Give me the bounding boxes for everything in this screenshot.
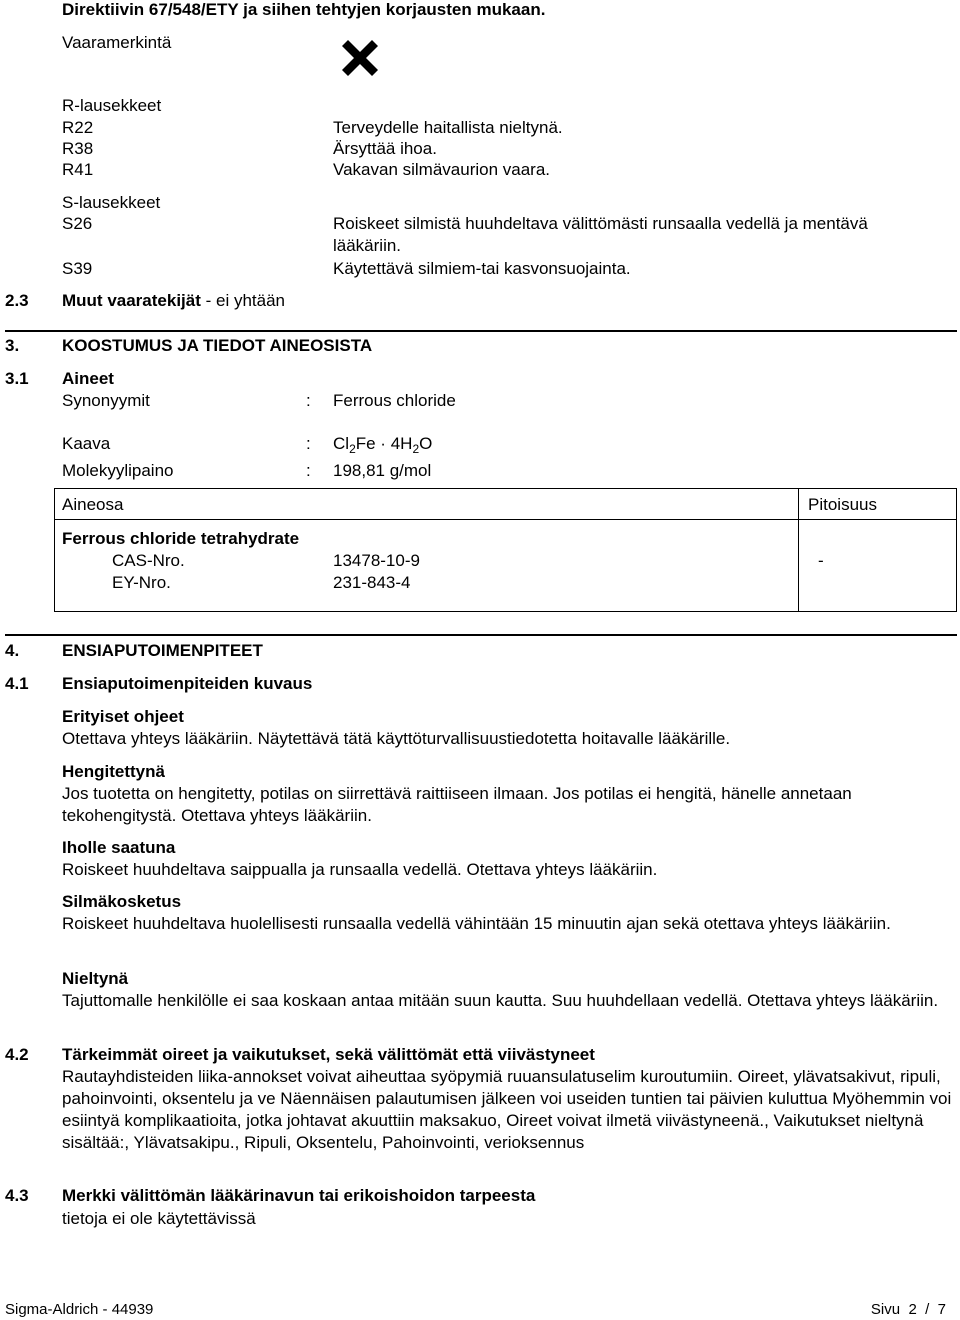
colon: : [306, 391, 311, 410]
r-phrase-text: Terveydelle haitallista nieltynä. [333, 118, 563, 137]
formula-subscript: 2 [349, 442, 356, 456]
colon: : [306, 461, 311, 480]
s-phrase-text: Käytettävä silmiem-tai kasvonsuojainta. [333, 259, 631, 278]
concentration-value: - [818, 551, 824, 570]
formula-part: O [419, 434, 433, 453]
table-top-border [54, 488, 957, 489]
general-advice-text: Otettava yhteys lääkäriin. Näytettävä tätä käyttöturvallisuustiedotetta hoitavalle lääkärille. [62, 729, 731, 748]
section-4-1-number: 4.1 [5, 674, 29, 693]
synonyms-label: Synonyymit [62, 391, 150, 410]
page-separator: / [925, 1301, 930, 1318]
section-3-1-title: Aineet [62, 369, 114, 388]
harmful-x-icon [338, 37, 382, 79]
component-name: Ferrous chloride tetrahydrate [62, 529, 300, 548]
formula-subscript: 2 [412, 442, 420, 456]
section-3-divider [5, 330, 957, 332]
page-number [871, 1300, 946, 1320]
section-3-title: KOOSTUMUS JA TIEDOT AINEOSISTA [62, 336, 373, 355]
synonyms-value: Ferrous chloride [333, 391, 456, 410]
section-4-3-number: 4.3 [5, 1186, 29, 1205]
formula-part: Cl [333, 434, 350, 453]
eye-contact-title: Silmäkosketus [62, 892, 182, 911]
s-phrase-text-cont: lääkäriin. [333, 236, 402, 255]
footer-product-ref: Sigma-Aldrich - 44939 [5, 1301, 154, 1318]
table-left-border [54, 488, 55, 612]
s-phrases-heading: S-lausekkeet [62, 193, 161, 212]
section-4-title: ENSIAPUTOIMENPITEET [62, 641, 263, 660]
s-phrase-code: S39 [62, 259, 93, 278]
section-2-3-number: 2.3 [5, 291, 29, 310]
cas-label: CAS-Nro. [112, 551, 185, 570]
section-4-number: 4. [5, 641, 20, 660]
formula-label: Kaava [62, 434, 111, 453]
section-3-1-number: 3.1 [5, 369, 29, 388]
section-4-1-title: Ensiaputoimenpiteiden kuvaus [62, 674, 313, 693]
table-bottom-border [54, 611, 957, 612]
ec-label: EY-Nro. [112, 573, 171, 592]
section-4-2-title: Tärkeimmät oireet ja vaikutukset, sekä välittömät että viivästyneet [62, 1045, 595, 1064]
r-phrase-code: R22 [62, 118, 94, 137]
section-4-divider [5, 634, 957, 636]
page-label: Sivu [870, 1301, 901, 1318]
r-phrase-text: Vakavan silmävaurion vaara. [333, 160, 551, 179]
eye-contact-text: Roiskeet huuhdeltava huolellisesti runsaalla vedellä vähintään 15 minuutin ajan sekä otettava yhteys lääkäriin. [62, 914, 891, 933]
skin-contact-title: Iholle saatuna [62, 838, 176, 857]
r-phrase-code: R41 [62, 160, 94, 179]
inhalation-title: Hengitettynä [62, 762, 165, 781]
ec-value: 231-843-4 [333, 573, 411, 592]
page-current: 2 [908, 1301, 917, 1318]
section-3-number: 3. [5, 336, 20, 355]
section-2-3-heading [62, 291, 285, 311]
table-right-border [956, 488, 957, 612]
section-4-2-number: 4.2 [5, 1045, 29, 1064]
section-2-3-suffix: - ei yhtään [200, 291, 285, 310]
table-column-divider [798, 488, 799, 612]
column-header-concentration: Pitoisuus [808, 495, 877, 514]
section-4-3-title: Merkki välittömän lääkärinavun tai erikoishoidon tarpeesta [62, 1186, 536, 1205]
hazard-symbol-label: Vaaramerkintä [62, 33, 172, 52]
colon: : [306, 434, 311, 453]
column-header-component: Aineosa [62, 495, 124, 514]
symptoms-text: Rautayhdisteiden liika-annokset voivat aiheuttaa syöpymiä ruuansulatuselim kuroutumiin. Oireet, ylävatsakivut, ripuli, pahoinvointi, oksentelu ja ve Näennäisen palautumisen jälkeen voi useiden tuntien tai päivien kuluttua Myöhemmin voi esiintyä komplikaatioita, jotka johtavat akuuttiin maksakuo, Oireet voivat ilmetä viivästyneenä., Vaikutukset nieltynä sisältää:, Ylävatsakipu., Ripuli, Oksentelu, Pahoinvointi, verioksennus [62, 1067, 952, 1152]
skin-contact-text: Roiskeet huuhdeltava saippualla ja runsaalla vedellä. Otettava yhteys lääkäriin. [62, 860, 658, 879]
section-4-3-text: tietoja ei ole käytettävissä [62, 1209, 256, 1228]
ingestion-title: Nieltynä [62, 969, 129, 988]
general-advice-title: Erityiset ohjeet [62, 707, 184, 726]
table-header-border [54, 519, 957, 520]
inhalation-text: Jos tuotetta on hengitetty, potilas on siirrettävä raittiiseen ilmaan. Jos potilas ei hengitä, hänelle annetaan tekohengitystä. Otettava yhteys lääkäriin. [62, 784, 852, 825]
directive-title: Direktiivin 67/548/ETY ja siihen tehtyjen korjausten mukaan. [62, 0, 546, 19]
page-total: 7 [937, 1301, 946, 1318]
section-2-3-title: Muut vaaratekijät [62, 291, 201, 310]
ingestion-text: Tajuttomalle henkilölle ei saa koskaan antaa mitään suun kautta. Suu huuhdellaan vedellä. Otettava yhteys lääkäriin. [62, 991, 939, 1010]
s-phrase-text: Roiskeet silmistä huuhdeltava välittömästi runsaalla vedellä ja mentävä [333, 214, 868, 233]
formula-value [333, 434, 432, 454]
molecular-weight-value: 198,81 g/mol [333, 461, 432, 480]
formula-part: Fe · 4H [355, 434, 413, 453]
molecular-weight-label: Molekyylipaino [62, 461, 174, 480]
r-phrase-code: R38 [62, 139, 94, 158]
cas-value: 13478-10-9 [333, 551, 420, 570]
s-phrase-code: S26 [62, 214, 93, 233]
r-phrase-text: Ärsyttää ihoa. [333, 139, 437, 158]
r-phrases-heading: R-lausekkeet [62, 96, 162, 115]
